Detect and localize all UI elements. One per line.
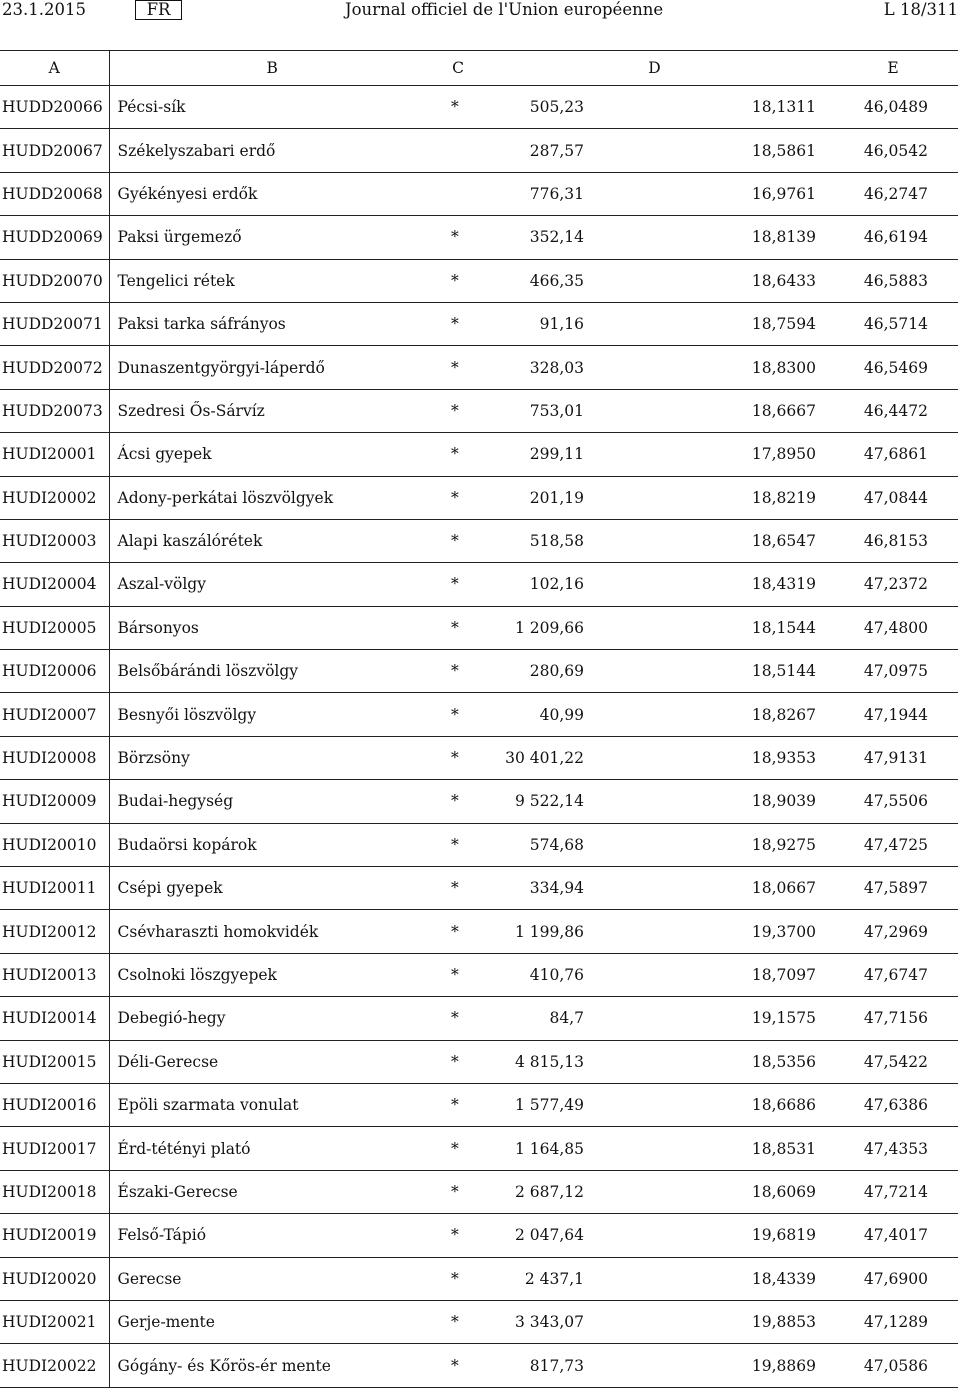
site-code: HUDD20073 [0, 389, 109, 432]
table-row [0, 780, 958, 823]
site-code: HUDI20014 [0, 997, 109, 1040]
site-name: Csépi gyepek [109, 867, 435, 910]
site-longitude: 19,8853 [592, 1300, 828, 1343]
table-row [0, 650, 958, 693]
table-row [0, 867, 958, 910]
site-name: Tengelici rétek [109, 259, 435, 302]
table-row [0, 1083, 958, 1126]
site-code: HUDI20006 [0, 650, 109, 693]
site-area: 30 401,22 [481, 736, 592, 779]
site-code: HUDI20013 [0, 953, 109, 996]
priority-marker: * [435, 433, 481, 476]
priority-marker: * [435, 346, 481, 389]
site-latitude: 47,4017 [828, 1214, 958, 1257]
site-code: HUDD20069 [0, 216, 109, 259]
table-row [0, 1344, 958, 1387]
site-name: Debegió-hegy [109, 997, 435, 1040]
page-number: L 18/311 [883, 0, 958, 19]
site-longitude: 18,6686 [592, 1083, 828, 1126]
site-name: Epöli szarmata vonulat [109, 1083, 435, 1126]
site-latitude: 47,2969 [828, 910, 958, 953]
site-longitude: 18,5356 [592, 1040, 828, 1083]
site-longitude: 18,4319 [592, 563, 828, 606]
table-row [0, 476, 958, 519]
site-latitude: 47,5422 [828, 1040, 958, 1083]
site-latitude: 46,8153 [828, 519, 958, 562]
site-name: Alapi kaszálórétek [109, 519, 435, 562]
site-longitude: 19,1575 [592, 997, 828, 1040]
site-code: HUDI20009 [0, 780, 109, 823]
site-latitude: 47,1289 [828, 1300, 958, 1343]
site-code: HUDI20003 [0, 519, 109, 562]
site-code: HUDI20016 [0, 1083, 109, 1126]
priority-marker: * [435, 563, 481, 606]
site-area: 3 343,07 [481, 1300, 592, 1343]
site-latitude: 47,4725 [828, 823, 958, 866]
site-latitude: 46,4472 [828, 389, 958, 432]
priority-marker: * [435, 1214, 481, 1257]
site-code: HUDI20010 [0, 823, 109, 866]
site-area: 1 164,85 [481, 1127, 592, 1170]
site-name: Pécsi-sík [109, 86, 435, 129]
priority-marker: * [435, 693, 481, 736]
table-row [0, 216, 958, 259]
site-longitude: 18,9353 [592, 736, 828, 779]
priority-marker: * [435, 389, 481, 432]
site-longitude: 19,3700 [592, 910, 828, 953]
priority-marker: * [435, 1170, 481, 1213]
site-area: 2 437,1 [481, 1257, 592, 1300]
priority-marker: * [435, 1040, 481, 1083]
table-row [0, 519, 958, 562]
site-area: 299,11 [481, 433, 592, 476]
priority-marker: * [435, 780, 481, 823]
sites-table [0, 50, 958, 1388]
site-area: 505,23 [481, 86, 592, 129]
publication-date: 23.1.2015 [2, 0, 86, 19]
site-name: Gerje-mente [109, 1300, 435, 1343]
site-latitude: 47,5897 [828, 867, 958, 910]
site-name: Csolnoki löszgyepek [109, 953, 435, 996]
table-row [0, 259, 958, 302]
site-longitude: 18,8267 [592, 693, 828, 736]
priority-marker: * [435, 216, 481, 259]
priority-marker: * [435, 86, 481, 129]
page-header [0, 0, 960, 22]
table-row [0, 606, 958, 649]
site-name: Déli-Gerecse [109, 1040, 435, 1083]
site-longitude: 18,8219 [592, 476, 828, 519]
site-longitude: 19,8869 [592, 1344, 828, 1387]
site-area: 102,16 [481, 563, 592, 606]
table-row [0, 736, 958, 779]
site-latitude: 47,0844 [828, 476, 958, 519]
site-latitude: 46,5883 [828, 259, 958, 302]
site-name: Északi-Gerecse [109, 1170, 435, 1213]
priority-marker: * [435, 302, 481, 345]
site-latitude: 47,6747 [828, 953, 958, 996]
table-row [0, 1170, 958, 1213]
site-longitude: 18,5144 [592, 650, 828, 693]
site-name: Paksi ürgemező [109, 216, 435, 259]
site-area: 1 577,49 [481, 1083, 592, 1126]
site-code: HUDI20008 [0, 736, 109, 779]
site-longitude: 18,9275 [592, 823, 828, 866]
site-name: Börzsöny [109, 736, 435, 779]
site-longitude: 18,6667 [592, 389, 828, 432]
table-body [0, 86, 958, 1388]
site-name: Érd-tétényi plató [109, 1127, 435, 1170]
site-code: HUDI20019 [0, 1214, 109, 1257]
site-code: HUDI20001 [0, 433, 109, 476]
site-longitude: 18,8300 [592, 346, 828, 389]
journal-title: Journal officiel de l'Union européenne [345, 0, 664, 19]
priority-marker: * [435, 1083, 481, 1126]
site-latitude: 47,6861 [828, 433, 958, 476]
priority-marker: * [435, 823, 481, 866]
site-area: 287,57 [481, 129, 592, 172]
site-code: HUDI20017 [0, 1127, 109, 1170]
priority-marker: * [435, 476, 481, 519]
priority-marker: * [435, 259, 481, 302]
site-latitude: 47,9131 [828, 736, 958, 779]
priority-marker: * [435, 1344, 481, 1387]
site-code: HUDD20071 [0, 302, 109, 345]
site-code: HUDI20015 [0, 1040, 109, 1083]
site-latitude: 47,6386 [828, 1083, 958, 1126]
priority-marker [435, 172, 481, 215]
site-name: Felső-Tápió [109, 1214, 435, 1257]
site-name: Szedresi Ős-Sárvíz [109, 389, 435, 432]
priority-marker: * [435, 606, 481, 649]
site-latitude: 47,4800 [828, 606, 958, 649]
table-row [0, 1127, 958, 1170]
site-area: 776,31 [481, 172, 592, 215]
site-latitude: 47,7214 [828, 1170, 958, 1213]
table-row [0, 433, 958, 476]
site-area: 1 199,86 [481, 910, 592, 953]
site-name: Bársonyos [109, 606, 435, 649]
site-longitude: 18,7594 [592, 302, 828, 345]
site-name: Ácsi gyepek [109, 433, 435, 476]
column-header-d: D [481, 51, 828, 86]
table-row [0, 86, 958, 129]
site-latitude: 46,5714 [828, 302, 958, 345]
site-name: Budai-hegység [109, 780, 435, 823]
table-row [0, 1214, 958, 1257]
site-area: 9 522,14 [481, 780, 592, 823]
site-area: 84,7 [481, 997, 592, 1040]
site-area: 410,76 [481, 953, 592, 996]
site-longitude: 18,6433 [592, 259, 828, 302]
site-longitude: 16,9761 [592, 172, 828, 215]
site-code: HUDD20070 [0, 259, 109, 302]
site-latitude: 47,0975 [828, 650, 958, 693]
site-longitude: 18,6069 [592, 1170, 828, 1213]
table-row [0, 129, 958, 172]
site-code: HUDI20021 [0, 1300, 109, 1343]
column-header-b: B [109, 51, 435, 86]
site-area: 91,16 [481, 302, 592, 345]
site-latitude: 47,0586 [828, 1344, 958, 1387]
priority-marker: * [435, 910, 481, 953]
site-code: HUDI20018 [0, 1170, 109, 1213]
site-area: 1 209,66 [481, 606, 592, 649]
site-longitude: 18,0667 [592, 867, 828, 910]
site-latitude: 47,1944 [828, 693, 958, 736]
column-header-c: C [435, 51, 481, 86]
table-row [0, 172, 958, 215]
site-area: 2 047,64 [481, 1214, 592, 1257]
site-longitude: 18,1311 [592, 86, 828, 129]
site-code: HUDD20068 [0, 172, 109, 215]
site-area: 817,73 [481, 1344, 592, 1387]
site-name: Aszal-völgy [109, 563, 435, 606]
site-code: HUDD20066 [0, 86, 109, 129]
site-area: 40,99 [481, 693, 592, 736]
site-latitude: 47,6900 [828, 1257, 958, 1300]
table-row [0, 823, 958, 866]
site-name: Székelyszabari erdő [109, 129, 435, 172]
site-longitude: 17,8950 [592, 433, 828, 476]
column-header-e: E [828, 51, 958, 86]
site-name: Gerecse [109, 1257, 435, 1300]
priority-marker: * [435, 519, 481, 562]
priority-marker: * [435, 997, 481, 1040]
site-area: 280,69 [481, 650, 592, 693]
site-longitude: 18,7097 [592, 953, 828, 996]
table-row [0, 910, 958, 953]
site-area: 574,68 [481, 823, 592, 866]
site-longitude: 18,4339 [592, 1257, 828, 1300]
site-area: 201,19 [481, 476, 592, 519]
site-longitude: 18,8139 [592, 216, 828, 259]
site-area: 753,01 [481, 389, 592, 432]
site-area: 334,94 [481, 867, 592, 910]
site-name: Csévharaszti homokvidék [109, 910, 435, 953]
priority-marker: * [435, 650, 481, 693]
site-area: 352,14 [481, 216, 592, 259]
site-name: Adony-perkátai löszvölgyek [109, 476, 435, 519]
column-header-a: A [0, 51, 109, 86]
table-row [0, 346, 958, 389]
site-longitude: 18,1544 [592, 606, 828, 649]
site-latitude: 47,5506 [828, 780, 958, 823]
site-longitude: 19,6819 [592, 1214, 828, 1257]
site-code: HUDD20072 [0, 346, 109, 389]
site-latitude: 47,7156 [828, 997, 958, 1040]
site-longitude: 18,9039 [592, 780, 828, 823]
site-code: HUDI20007 [0, 693, 109, 736]
table-row [0, 1040, 958, 1083]
site-code: HUDI20011 [0, 867, 109, 910]
priority-marker: * [435, 1127, 481, 1170]
priority-marker: * [435, 953, 481, 996]
priority-marker: * [435, 736, 481, 779]
site-latitude: 46,0542 [828, 129, 958, 172]
table-row [0, 563, 958, 606]
site-name: Belsőbárándi löszvölgy [109, 650, 435, 693]
table-row [0, 302, 958, 345]
table-row [0, 389, 958, 432]
site-latitude: 46,6194 [828, 216, 958, 259]
site-longitude: 18,6547 [592, 519, 828, 562]
site-name: Paksi tarka sáfrányos [109, 302, 435, 345]
site-latitude: 47,2372 [828, 563, 958, 606]
site-name: Budaörsi kopárok [109, 823, 435, 866]
site-latitude: 46,5469 [828, 346, 958, 389]
table-row [0, 1300, 958, 1343]
site-latitude: 46,2747 [828, 172, 958, 215]
site-code: HUDI20022 [0, 1344, 109, 1387]
table-row [0, 953, 958, 996]
table-header-row [0, 51, 958, 86]
site-latitude: 46,0489 [828, 86, 958, 129]
site-code: HUDI20002 [0, 476, 109, 519]
site-area: 518,58 [481, 519, 592, 562]
priority-marker: * [435, 1300, 481, 1343]
site-area: 466,35 [481, 259, 592, 302]
site-area: 328,03 [481, 346, 592, 389]
site-name: Gyékényesi erdők [109, 172, 435, 215]
site-code: HUDI20005 [0, 606, 109, 649]
site-code: HUDD20067 [0, 129, 109, 172]
site-name: Gógány- és Kőrös-ér mente [109, 1344, 435, 1387]
site-code: HUDI20012 [0, 910, 109, 953]
table-row [0, 1257, 958, 1300]
site-longitude: 18,8531 [592, 1127, 828, 1170]
site-latitude: 47,4353 [828, 1127, 958, 1170]
site-area: 4 815,13 [481, 1040, 592, 1083]
priority-marker: * [435, 867, 481, 910]
site-longitude: 18,5861 [592, 129, 828, 172]
table-row [0, 693, 958, 736]
table-row [0, 997, 958, 1040]
site-code: HUDI20020 [0, 1257, 109, 1300]
site-area: 2 687,12 [481, 1170, 592, 1213]
site-code: HUDI20004 [0, 563, 109, 606]
site-name: Besnyői löszvölgy [109, 693, 435, 736]
language-badge: FR [135, 0, 182, 20]
priority-marker [435, 129, 481, 172]
priority-marker: * [435, 1257, 481, 1300]
site-name: Dunaszentgyörgyi-láperdő [109, 346, 435, 389]
